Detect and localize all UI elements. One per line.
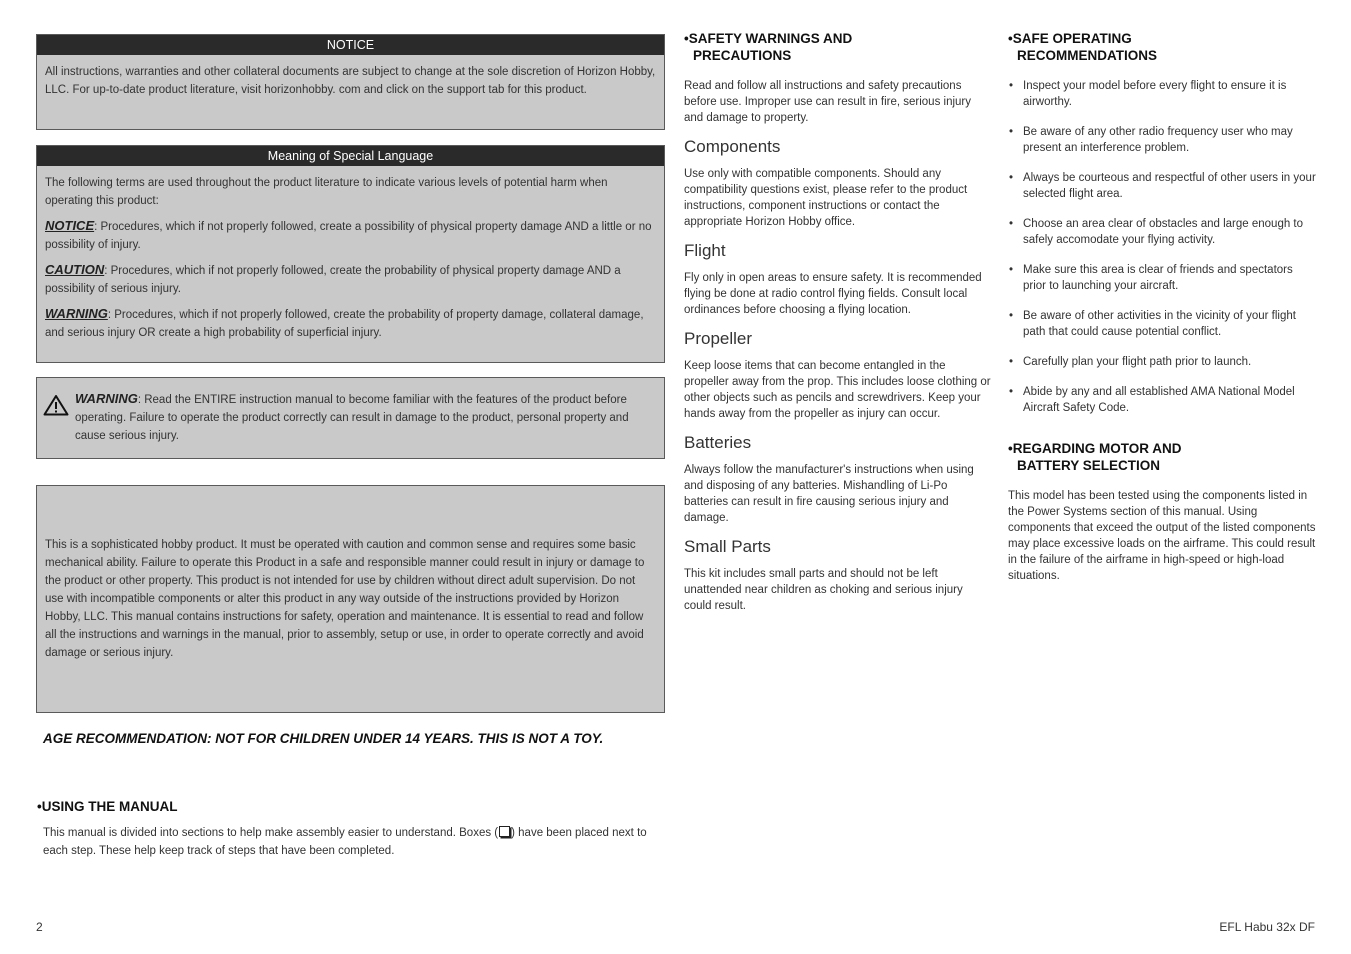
safety-heading [684, 30, 992, 64]
special-language-body [37, 166, 664, 342]
term-caution-text: : Procedures, which if not properly followed, create the probability of physical property damage AND a possibility of serious injury. [45, 265, 621, 295]
list-item: • Choose an area clear of obstacles and large enough to safely accomodate your flying activity. [1008, 216, 1316, 248]
small-parts-text: This kit includes small parts and should not be left unattended near children as choking and serious injury could result. [684, 568, 963, 612]
using-manual-text-b: ) have been placed next to each step. These help keep track of steps that have been completed. [43, 827, 647, 857]
propeller-heading: Propeller [684, 329, 753, 348]
propeller-text: Keep loose items that can become entangled in the propeller away from the prop. This includes loose clothing or other objects such as pencils and screwdrivers. Keep your hands away from the propeller as injury can occur. [684, 360, 991, 420]
safety-heading-line1: •SAFETY WARNINGS AND [684, 31, 853, 46]
age-recommendation: AGE RECOMMENDATION: NOT FOR CHILDREN UNDER 14 YEARS. THIS IS NOT A TOY. [43, 731, 604, 746]
term-caution [45, 261, 656, 298]
safe-operating-heading-line2: RECOMMENDATIONS [1017, 48, 1157, 63]
batteries-text: Always follow the manufacturer's instructions when using and disposing of any batteries. Mishandling of Li-Po batteries can result in fire causing serious injury and damage. [684, 464, 974, 524]
list-item: • Always be courteous and respectful of other users in your selected flight area. [1008, 170, 1316, 202]
safety-warnings-column [684, 30, 992, 614]
notice-header: NOTICE [37, 35, 664, 55]
list-item: • Be aware of any other radio frequency user who may present an interference problem. [1008, 124, 1316, 156]
safe-operating-heading [1008, 30, 1316, 64]
safe-operating-column [1008, 30, 1316, 584]
hobby-product-text: This is a sophisticated hobby product. It must be operated with caution and common sense and requires some basic mechanical ability. Failure to operate this Product in a safe and responsible manner could result in injury or damage to the product or other property. This product is not intended for use by children without direct adult supervision. Do not use with incompatible components or alter this product in any way outside of the instructions provided by Horizon Hobby, LLC. This manual contains instructions for safety, operation and maintenance. It is essential to read and follow all the instructions and warnings in the manual, prior to assembly, setup or use, in order to operate correctly and avoid damage or serious injury. [45, 539, 645, 659]
notice-body [37, 55, 664, 99]
flight-heading: Flight [684, 241, 726, 260]
warning-box [36, 377, 665, 459]
using-manual-section [37, 798, 665, 860]
product-name: EFL Habu 32x DF [1219, 920, 1315, 934]
notice-text: All instructions, warranties and other collateral documents are subject to change at the sole discretion of Horizon Hobby, LLC. For up-to-date product literature, visit horizonhobby. com and click on the support tab for this product. [45, 66, 656, 96]
warning-text: : Read the ENTIRE instruction manual to become familiar with the features of the product before operating. Failure to operate the product correctly can result in damage to the product, personal property and cause serious injury. [75, 394, 629, 442]
term-notice [45, 217, 656, 254]
safe-operating-heading-line1: •SAFE OPERATING [1008, 31, 1132, 46]
motor-battery-text: This model has been tested using the components listed in the Power Systems section of this manual. Using components that exceed the output of the listed components may place excessive loads on the airframe. This could result in the failure of the airframe in high-speed or high-load situations. [1008, 490, 1316, 582]
special-language-header: Meaning of Special Language [37, 146, 664, 166]
special-language-box [36, 145, 665, 363]
term-warning-label: WARNING [45, 306, 108, 321]
warning-text-block [75, 390, 644, 445]
list-item: • Be aware of other activities in the vicinity of your flight path that could cause potential conflict. [1008, 308, 1316, 340]
list-item: • Abide by any and all established AMA National Model Aircraft Safety Code. [1008, 384, 1316, 416]
using-manual-text [37, 824, 665, 860]
components-text: Use only with compatible components. Should any compatibility questions exist, please refer to the product instructions, component instructions or contact the appropriate Horizon Hobby office. [684, 168, 968, 228]
term-caution-label: CAUTION [45, 262, 105, 277]
components-heading: Components [684, 137, 781, 156]
batteries-heading: Batteries [684, 433, 752, 452]
list-item: • Inspect your model before every flight to ensure it is airworthy. [1008, 78, 1316, 110]
term-notice-text: : Procedures, which if not properly followed, create a possibility of physical property damage AND a little or no possibility of injury. [45, 221, 652, 251]
list-item: • Carefully plan your flight path prior to launch. [1008, 354, 1316, 370]
flight-text: Fly only in open areas to ensure safety. It is recommended flying be done at radio control flying fields. Consult local ordinances before choosing a flying location. [684, 272, 982, 316]
safe-operating-list [1008, 78, 1316, 416]
term-warning [45, 305, 656, 342]
safety-intro: Read and follow all instructions and safety precautions before use. Improper use can result in fire, serious injury and damage to property. [684, 80, 971, 124]
page-number: 2 [36, 920, 43, 934]
warning-triangle-icon [43, 394, 69, 416]
term-warning-text: : Procedures, which if not properly followed, create the probability of property damage, collateral damage, and serious injury OR create a high probability of superficial injury. [45, 309, 644, 339]
hobby-product-box [36, 485, 665, 713]
notice-box [36, 34, 665, 130]
motor-battery-heading-line2: BATTERY SELECTION [1017, 458, 1161, 473]
list-item: • Make sure this area is clear of friends and spectators prior to launching your aircraft. [1008, 262, 1316, 294]
warning-label: WARNING [75, 391, 138, 406]
motor-battery-heading-line1: •REGARDING MOTOR AND [1008, 441, 1182, 456]
small-parts-heading: Small Parts [684, 537, 771, 556]
checkbox-icon [499, 826, 510, 837]
hobby-product-body [37, 486, 664, 662]
using-manual-heading: •USING THE MANUAL [37, 799, 178, 814]
safety-heading-line2: PRECAUTIONS [693, 48, 792, 63]
motor-battery-heading [1008, 440, 1316, 474]
using-manual-text-a: This manual is divided into sections to help make assembly easier to understand. Boxes ( [43, 827, 499, 839]
special-language-intro: The following terms are used throughout the product literature to indicate various levels of potential harm when operating this product: [45, 177, 608, 207]
term-notice-label: NOTICE [45, 218, 95, 233]
